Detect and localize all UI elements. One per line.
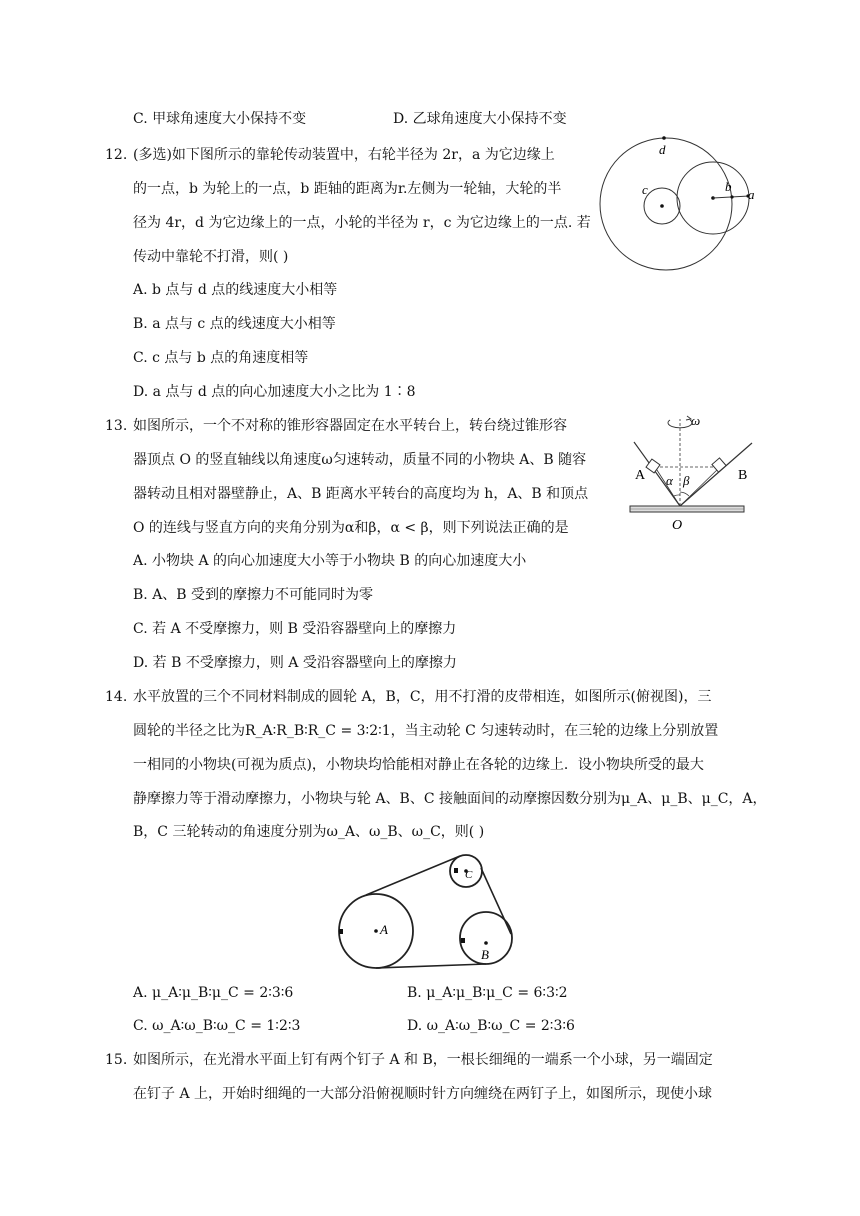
- q12-wheel-figure: [598, 134, 758, 274]
- q12-line: 的一点，b 为轮上的一点，b 距轴的距离为r.左侧为一轮轴，大轮的半: [133, 181, 562, 197]
- label-o: O: [672, 518, 683, 533]
- q12-line: 传动中靠轮不打滑，则( ): [133, 249, 289, 265]
- label-beta: β: [683, 473, 690, 488]
- q13-option-d: D. 若 B 不受摩擦力，则 A 受沿容器壁向上的摩擦力: [133, 655, 457, 671]
- q12-option-c: C. c 点与 b 点的角速度相等: [133, 350, 309, 366]
- q12-number: 12.: [105, 147, 128, 163]
- q12-option-b: B. a 点与 c 点的线速度大小相等: [133, 316, 336, 332]
- q13-option-c: C. 若 A 不受摩擦力，则 B 受沿容器壁向上的摩擦力: [133, 621, 457, 637]
- q14-line: 静摩擦力等于滑动摩擦力，小物块与轮 A、B、C 接触面间的动摩擦因数分别为μ_A、μ_B、μ_C，A，: [133, 791, 767, 807]
- q13-cone-figure: [626, 405, 756, 533]
- q12-option-d: D. a 点与 d 点的向心加速度大小之比为 1∶8: [133, 384, 416, 400]
- q13-line: O 的连线与竖直方向的夹角分别为α和β，α < β，则下列说法正确的是: [133, 520, 569, 536]
- q12-line: (多选)如下图所示的靠轮传动装置中，右轮半径为 2r，a 为它边缘上: [133, 147, 555, 163]
- label-b: b: [725, 179, 732, 194]
- label-b: B: [738, 468, 748, 483]
- q14-option-c: C. ω_A∶ω_B∶ω_C = 1∶2∶3: [133, 1018, 301, 1034]
- label-alpha: α: [666, 473, 673, 488]
- q11-option-d: D. 乙球角速度大小保持不变: [393, 111, 567, 127]
- q13-option-b: B. A、B 受到的摩擦力不可能同时为零: [133, 587, 374, 603]
- q14-line: 一相同的小物块(可视为质点)，小物块均恰能相对静止在各轮的边缘上．设小物块所受的最大: [133, 757, 704, 773]
- q12-line: 径为 4r，d 为它边缘上的一点，小轮的半径为 r，c 为它边缘上的一点. 若: [133, 215, 591, 231]
- q14-belt-figure: [336, 848, 516, 974]
- q15-line: 如图所示，在光滑水平面上钉有两个钉子 A 和 B，一根长细绳的一端系一个小球，另一端固定: [133, 1052, 713, 1068]
- q15-line: 在钉子 A 上，开始时细绳的一大部分沿俯视顺时针方向缠绕在两钉子上，如图所示，现使小球: [133, 1086, 713, 1102]
- q14-line: 圆轮的半径之比为R_A∶R_B∶R_C = 3∶2∶1，当主动轮 C 匀速转动时，在三轮的边缘上分别放置: [133, 723, 719, 739]
- label-a: A: [635, 468, 646, 483]
- q13-line: 器转动且相对器壁静止，A、B 距离水平转台的高度均为 h，A、B 和顶点: [133, 486, 589, 502]
- big-wheel: [600, 138, 732, 270]
- label-d: d: [659, 142, 666, 157]
- q14-line: 水平放置的三个不同材料制成的圆轮 A，B，C，用不打滑的皮带相连，如图所示(俯视图)，三: [133, 689, 712, 705]
- label-c: C: [465, 869, 473, 881]
- q13-line: 器顶点 O 的竖直轴线以角速度ω匀速转动，质量不同的小物块 A、B 随容: [133, 452, 587, 468]
- label-omega: ω: [691, 413, 701, 428]
- q12-option-a: A. b 点与 d 点的线速度大小相等: [133, 282, 338, 298]
- label-b: B: [481, 947, 489, 962]
- block-b: [712, 458, 726, 472]
- label-c: c: [642, 182, 648, 197]
- q14-option-a: A. μ_A∶μ_B∶μ_C = 2∶3∶6: [133, 985, 294, 1001]
- q11-option-c: C. 甲球角速度大小保持不变: [133, 111, 307, 127]
- q13-number: 13.: [105, 418, 128, 434]
- q14-option-d: D. ω_A∶ω_B∶ω_C = 2∶3∶6: [407, 1018, 575, 1034]
- q14-line: B，C 三轮转动的角速度分别为ω_A、ω_B、ω_C，则( ): [133, 824, 485, 840]
- q14-number: 14.: [105, 689, 128, 705]
- label-a: a: [748, 187, 755, 202]
- q15-number: 15.: [105, 1052, 128, 1068]
- q13-option-a: A. 小物块 A 的向心加速度大小等于小物块 B 的向心加速度大小: [133, 553, 527, 569]
- q13-line: 如图所示，一个不对称的锥形容器固定在水平转台上，转台绕过锥形容: [133, 418, 567, 434]
- q14-option-b: B. μ_A∶μ_B∶μ_C = 6∶3∶2: [407, 985, 568, 1001]
- label-a: A: [380, 922, 388, 937]
